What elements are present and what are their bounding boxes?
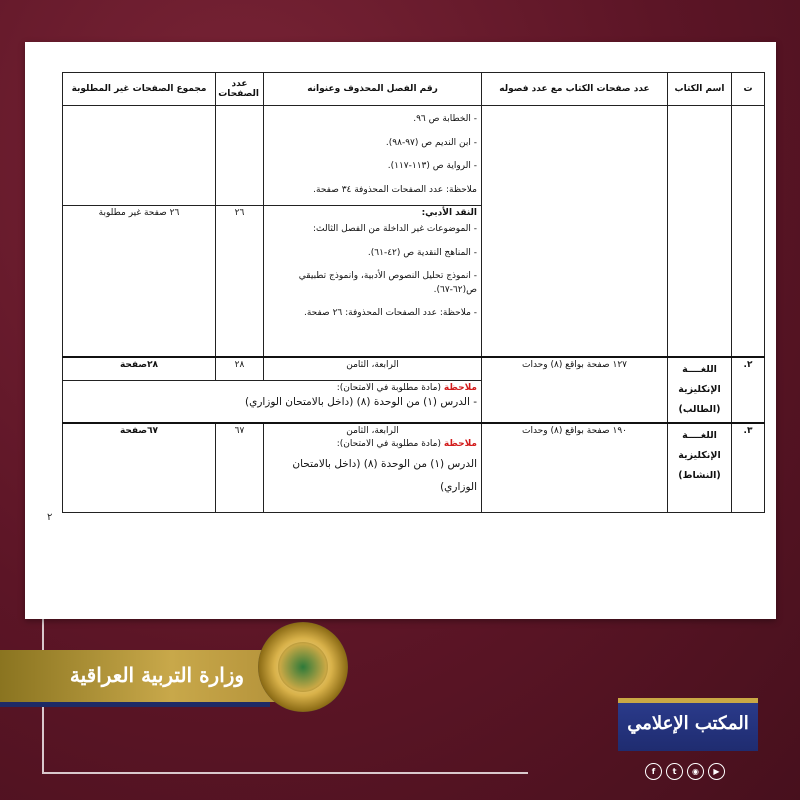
- critic-list: [268, 223, 477, 321]
- header-seq: ت: [732, 73, 765, 106]
- header-total-not-required: مجموع الصفحات غير المطلوبة: [63, 73, 216, 106]
- frame-line-horizontal: [42, 772, 528, 774]
- cell-book-pages: [482, 106, 668, 358]
- curriculum-table: [62, 72, 765, 513]
- critic-total: ٢٦ صفحة غير مطلوبة: [63, 206, 216, 358]
- critic-heading: النقد الأدبي:: [421, 208, 477, 218]
- row3-book-line2: الإنكليزية: [678, 449, 721, 461]
- row3-chapter: الرابعة، الثامن: [346, 425, 399, 436]
- social-links: [645, 763, 725, 780]
- row3-note-text: (مادة مطلوبة في الامتحان):: [336, 438, 441, 449]
- row2-seq: ٢.: [732, 357, 765, 423]
- row2-chapter: الرابعة، الثامن: [264, 357, 482, 380]
- cell-seq: [732, 106, 765, 358]
- row3-book-line3: (النشاط): [678, 469, 721, 481]
- row3-note-item: الدرس (١) من الوحدة (٨) (داخل بالامتحان الوزاري): [292, 457, 477, 493]
- ministry-logo-text: وزارة التربية العراقية: [69, 663, 245, 687]
- row2-note-text: (مادة مطلوبة في الامتحان):: [336, 382, 441, 393]
- row2-book-pages: ١٢٧ صفحة بواقع (٨) وحدات: [482, 357, 668, 423]
- deleted-list: [268, 113, 477, 174]
- list-item: - الموضوعات غير الداخلة من الفصل الثالث:: [268, 223, 477, 237]
- header-book-name: اسم الكتاب: [668, 73, 732, 106]
- list-item: - ابن النديم ص (٩٧-٩٨).: [268, 137, 477, 151]
- cell-critic: [264, 206, 482, 358]
- table-row: [63, 357, 765, 380]
- row2-note: ملاحظة (مادة مطلوبة في الامتحان): - الدرس (١) من الوحدة (٨) (داخل بالامتحان الوزاري): [63, 380, 482, 422]
- telegram-icon[interactable]: t: [666, 763, 683, 780]
- row3-book-pages: ١٩٠ صفحة بواقع (٨) وحدات: [482, 423, 668, 513]
- row3-book: [668, 423, 732, 513]
- row3-note-label: ملاحظة: [443, 438, 477, 449]
- header-deleted-chapter: رقم الفصل المحذوف وعنوانه: [264, 73, 482, 106]
- critic-pages: ٢٦: [216, 206, 264, 358]
- list-item: - الخطابة ص ٩٦.: [268, 113, 477, 127]
- row2-note-label: ملاحظة: [443, 382, 477, 393]
- media-office-text: المكتب الإعلامي: [627, 713, 749, 734]
- cell-total: [63, 106, 216, 206]
- facebook-icon[interactable]: f: [645, 763, 662, 780]
- document-page: [25, 42, 776, 619]
- list-item: - الرواية ص (١١٣-١١٧).: [268, 160, 477, 174]
- cell-pages: [216, 106, 264, 206]
- row2-book-line1: اللغــــة: [682, 364, 717, 375]
- table-header-row: [63, 73, 765, 106]
- header-book-pages: عدد صفحات الكتاب مع عدد فصوله: [482, 73, 668, 106]
- row3-book-line1: اللغــــة: [682, 429, 717, 441]
- row2-total: ٢٨صفحة: [63, 357, 216, 380]
- list-item: - ملاحظة: عدد الصفحات المحذوفة: ٢٦ صفحة.: [268, 307, 477, 321]
- row2-note-item: الدرس (١) من الوحدة (٨) (داخل بالامتحان الوزاري): [245, 395, 470, 408]
- cell-book: [668, 106, 732, 358]
- table-row: [63, 423, 765, 513]
- list-item: - المناهج النقدية ص (٤٢-٦١).: [268, 247, 477, 261]
- media-office-logo: [618, 698, 758, 751]
- row2-book-line2: الإنكليزية: [678, 383, 721, 395]
- seal-emblem: [278, 642, 328, 692]
- header-pages-count: عدد الصفحات: [216, 73, 264, 106]
- row2-book: [668, 357, 732, 423]
- table-row: [63, 106, 765, 206]
- cell-deleted-list: [264, 106, 482, 206]
- row3-seq: ٣.: [732, 423, 765, 513]
- ministry-seal-icon: [258, 622, 348, 712]
- row2-book-line3: (الطالب): [678, 403, 721, 415]
- row3-chapter-cell: [264, 423, 482, 513]
- page-number: ٢: [47, 512, 53, 523]
- row3-total: ٦٧صفحة: [63, 423, 216, 513]
- ministry-band-underline: [0, 702, 270, 707]
- row3-pages: ٦٧: [216, 423, 264, 513]
- youtube-icon[interactable]: ▶: [708, 763, 725, 780]
- row2-pages: ٢٨: [216, 357, 264, 380]
- list-item: - انموذج تحليل النصوص الأدبية، وانموذج تطبيقي ص(٦٢-٦٧).: [268, 270, 477, 297]
- website-icon[interactable]: ◉: [687, 763, 704, 780]
- deleted-note: ملاحظة: عدد الصفحات المحذوفة ٣٤ صفحة.: [313, 184, 477, 195]
